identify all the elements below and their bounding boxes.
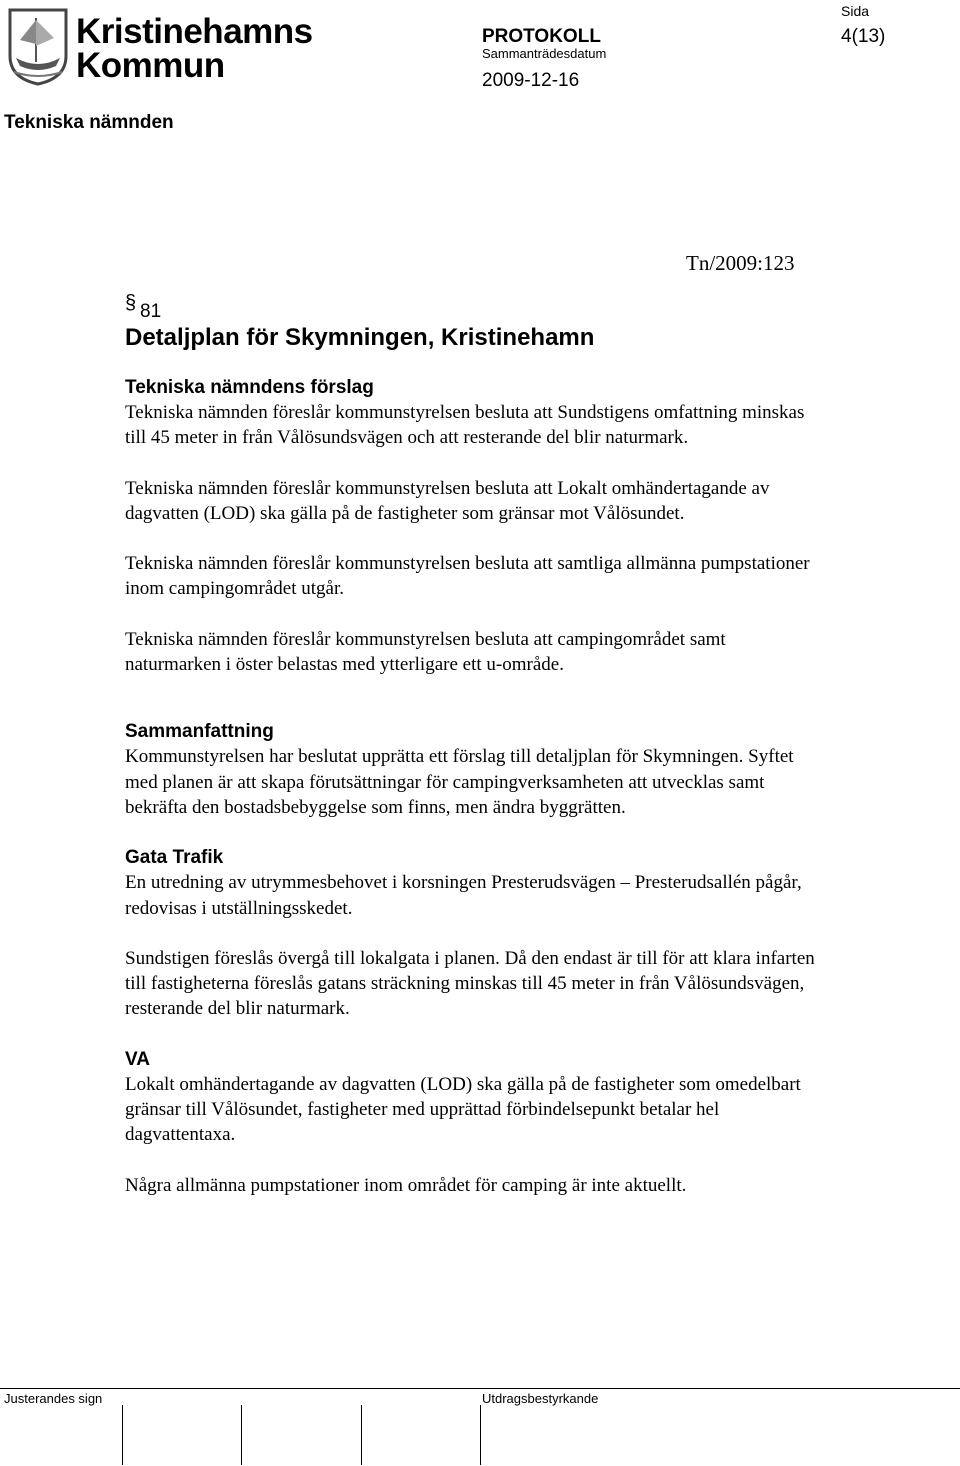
paragraph-mark: §: [125, 292, 137, 314]
logo-text-line1: Kristinehamns: [76, 12, 313, 51]
signature-box-divider-1: [122, 1405, 123, 1465]
heading-sammanfattning: Sammanfattning: [125, 721, 274, 743]
department-name: Tekniska nämnden: [4, 112, 174, 133]
section-title: Detaljplan för Skymningen, Kristinehamn: [125, 324, 595, 351]
ship-crest-icon: [6, 6, 70, 86]
va-paragraph-2: Några allmänna pumpstationer inom området för camping är inte aktuellt.: [125, 1174, 687, 1196]
case-number: Tn/2009:123: [686, 251, 795, 275]
heading-gata-trafik: Gata Trafik: [125, 847, 224, 869]
signature-box-divider-4: [480, 1405, 481, 1465]
document-type: PROTOKOLL: [482, 26, 601, 47]
signature-label: Justerandes sign: [4, 1391, 103, 1406]
logo-text-line2: Kommun: [76, 46, 225, 85]
page-label: Sida: [841, 3, 870, 19]
gata-trafik-paragraph-1: En utredning av utrymmesbehovet i korsningen Presterudsvägen – Presterudsallén pågår, redovisas i utställningsskedet.: [125, 872, 802, 919]
municipality-logo: [6, 4, 313, 88]
forslag-paragraph-1: Tekniska nämnden föreslår kommunstyrelsen besluta att Sundstigens omfattning minskas till 45 meter in från Vålösundsvägen och att resterande del blir naturmark.: [125, 402, 805, 449]
va-paragraph-1: Lokalt omhändertagande av dagvatten (LOD) ska gälla på de fastigheter som omedelbart gränsar till Vålösundet, fastigheter med upprättad förbindelsepunkt betalar hel dagvattentaxa.: [125, 1073, 801, 1146]
sammanfattning-paragraph-1: Kommunstyrelsen har beslutat upprätta ett förslag till detaljplan för Skymningen. Syftet med planen är att skapa förutsättningar för campingverksamheten att utvecklas samt bekräfta den bostadsbebyggelse som finns, men ändra byggrätten.: [125, 746, 794, 818]
forslag-paragraph-3: Tekniska nämnden föreslår kommunstyrelsen besluta att samtliga allmänna pumpstationer inom campingområdet utgår.: [125, 553, 810, 600]
signature-box-divider-3: [361, 1405, 362, 1465]
signature-box-divider-2: [241, 1405, 242, 1465]
page-number: 4(13): [841, 26, 886, 47]
meeting-date: 2009-12-16: [482, 70, 580, 91]
extract-certification-label: Utdragsbestyrkande: [482, 1391, 599, 1406]
forslag-paragraph-2: Tekniska nämnden föreslår kommunstyrelsen besluta att Lokalt omhändertagande av dagvatten (LOD) ska gälla på de fastigheter som gränsar mot Vålösundet.: [125, 477, 770, 524]
heading-va: VA: [125, 1048, 150, 1070]
gata-trafik-paragraph-2: Sundstigen föreslås övergå till lokalgata i planen. Då den endast är till för att klara infarten till fastigheterna föreslås gatans sträckning minskas till 45 meter in från Vålösundsvägen, resterande del blir naturmark.: [125, 947, 815, 1020]
document-body: [125, 375, 825, 1198]
footer-divider: [0, 1388, 960, 1389]
section-number: 81: [140, 301, 162, 322]
meeting-date-label: Sammanträdesdatum: [482, 46, 607, 61]
forslag-paragraph-4: Tekniska nämnden föreslår kommunstyrelsen besluta att campingområdet samt naturmarken i öster belastas med ytterligare ett u-område.: [125, 628, 726, 676]
heading-forslag: Tekniska nämndens förslag: [125, 377, 374, 398]
